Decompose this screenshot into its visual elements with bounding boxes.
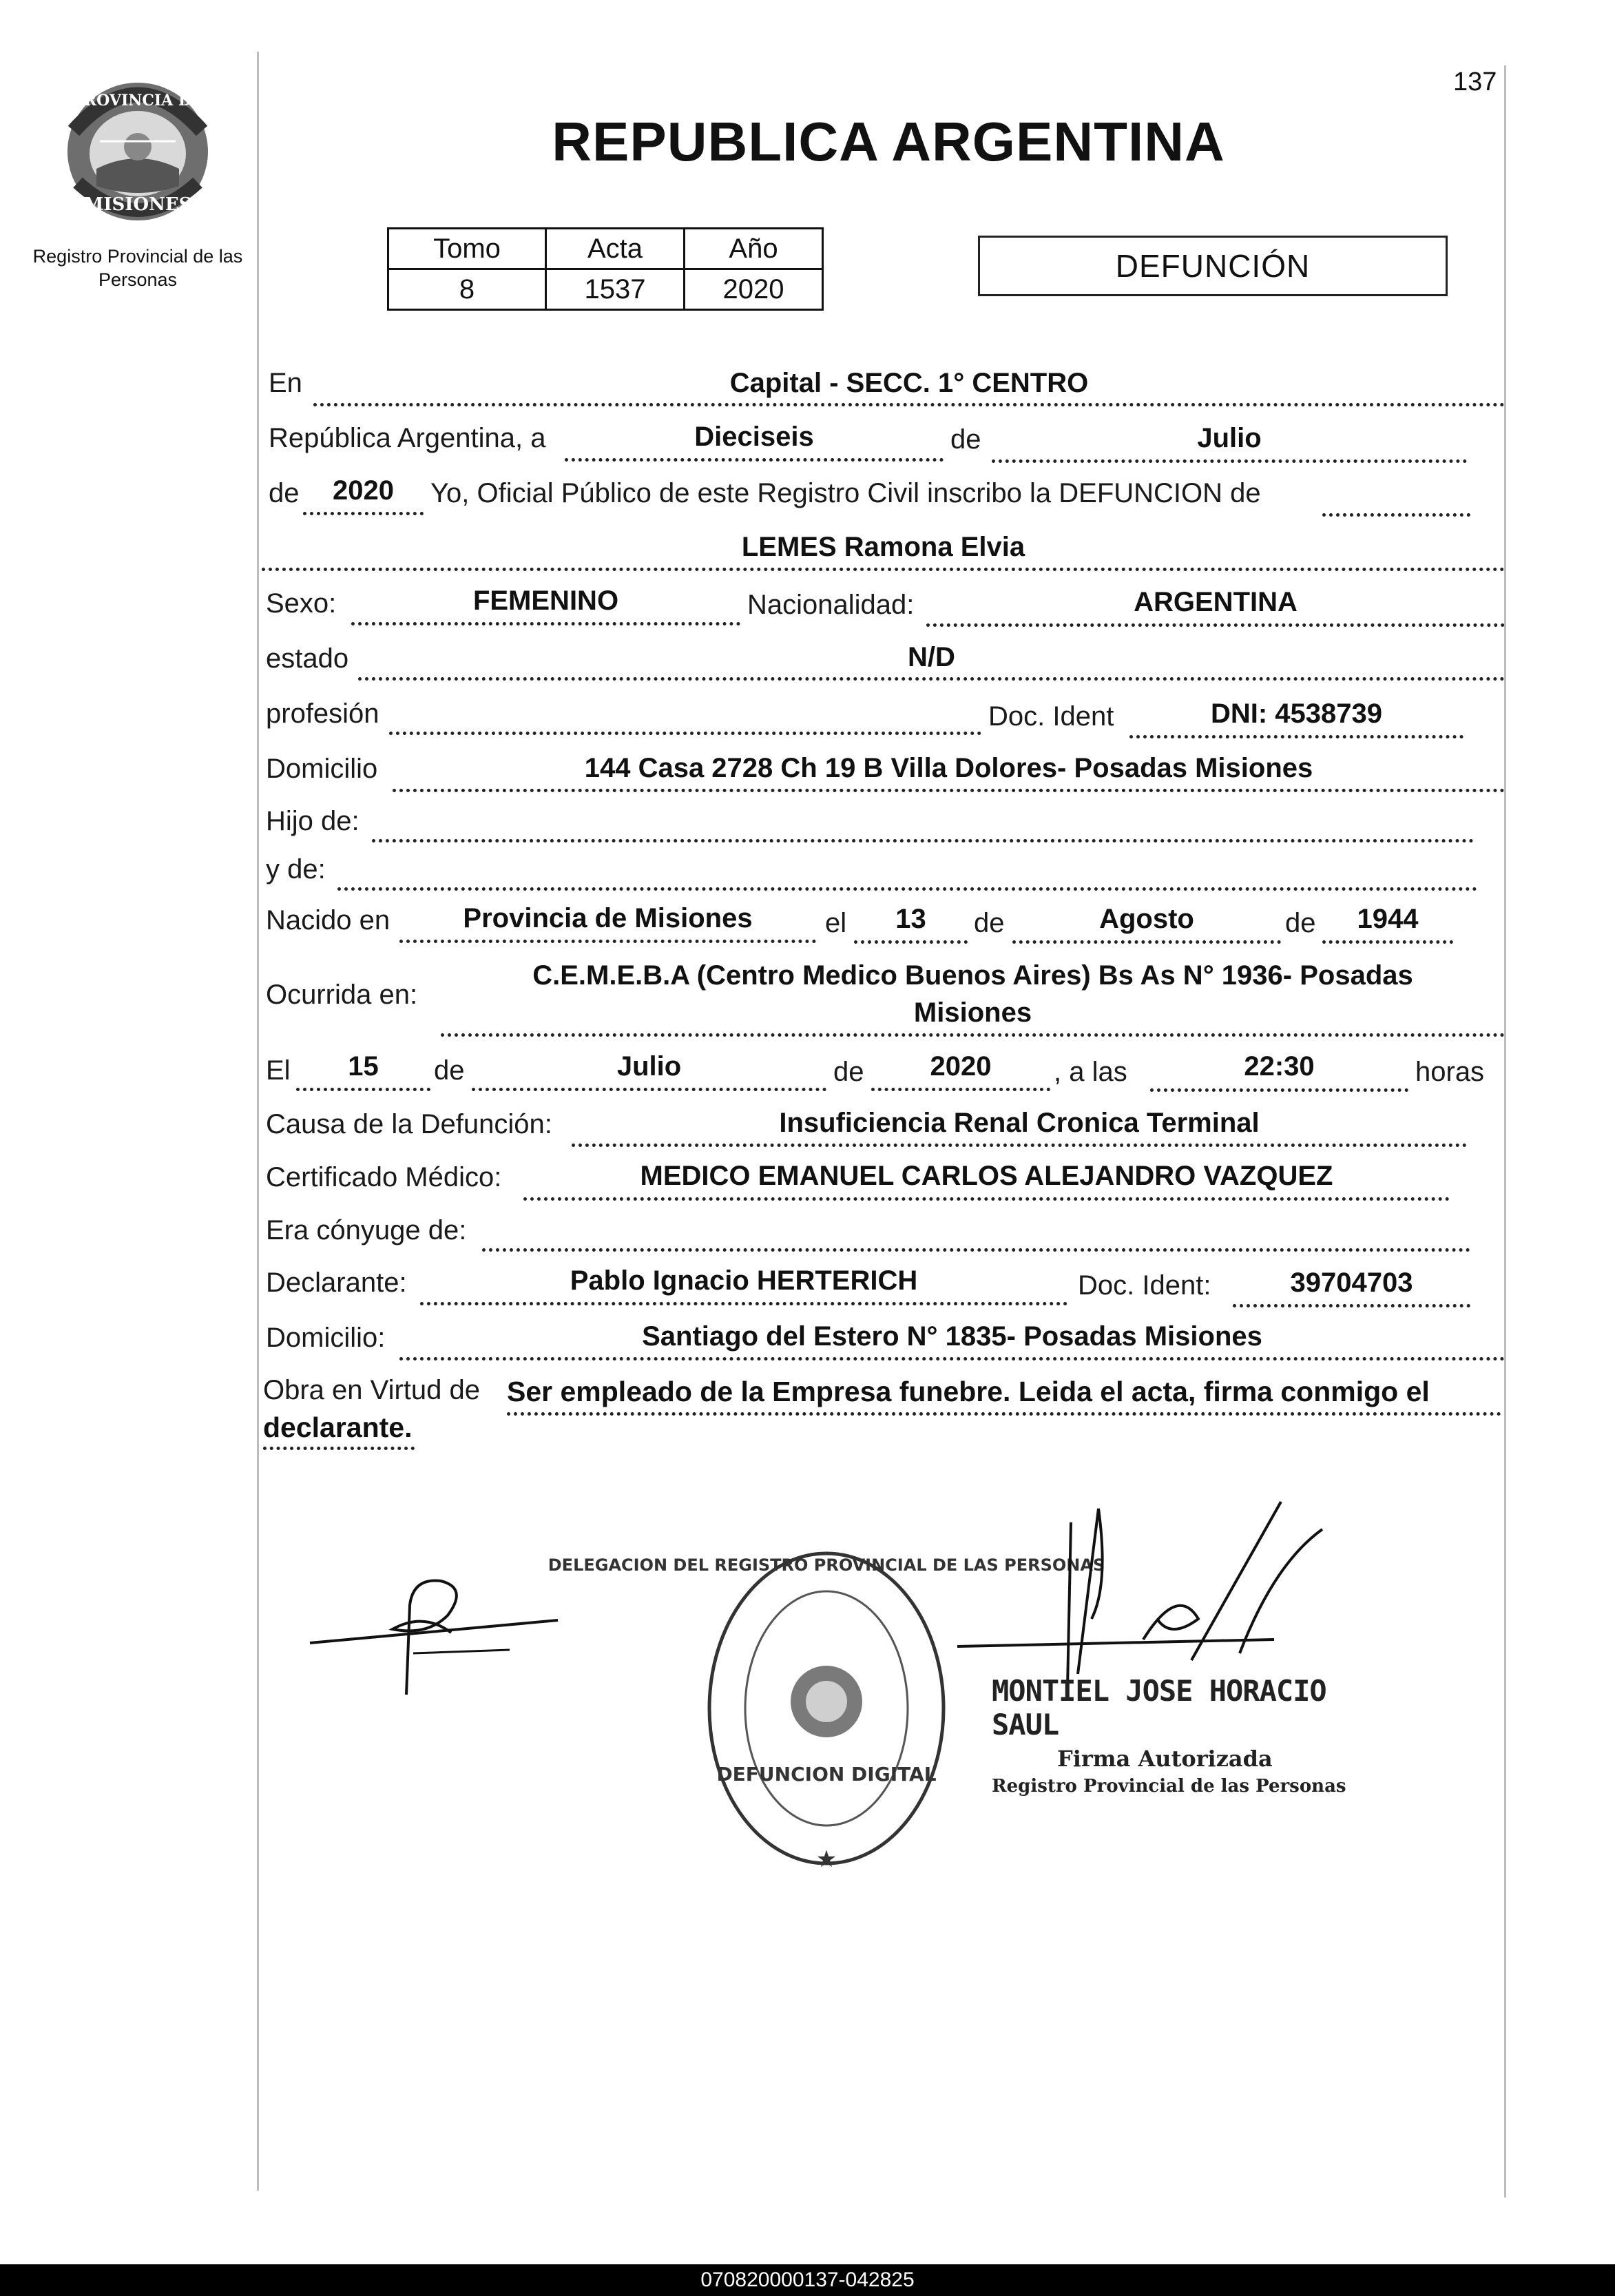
declarante-doc-value: 39704703: [1290, 1268, 1413, 1298]
page-title: REPUBLICA ARGENTINA: [552, 111, 1225, 172]
nac-dia-dotted-line: [854, 940, 968, 944]
profesion-label: profesión: [266, 699, 379, 729]
yo-text: Yo, Oficial Público de este Registro Civil inscribo la DEFUNCION de: [430, 478, 1261, 508]
tomo-label: Tomo: [388, 229, 546, 269]
stamp-outer-text: DELEGACION DEL REGISTRO PROVINCIAL DE LAS PERSONAS: [548, 1555, 1105, 1575]
de-label-4: de: [1285, 908, 1316, 938]
registry-caption: Registro Provincial de las Personas: [32, 246, 243, 290]
def-mes-dotted-line: [472, 1088, 826, 1091]
el-label: el: [825, 908, 847, 938]
declarante-domicilio-dotted-line: [399, 1357, 1505, 1361]
ocurrida-dotted-line: [441, 1033, 1505, 1037]
anio-value-text: 2020: [333, 475, 394, 506]
y-de-label: y de:: [266, 854, 326, 885]
official-stamp: [548, 1543, 1105, 1881]
nac-mes-value: Agosto: [1099, 904, 1194, 934]
anio-dotted-line: [303, 512, 424, 515]
official-signature-scribble: [950, 1481, 1336, 1702]
domicilio-value: 144 Casa 2728 Ch 19 B Villa Dolores- Posadas Misiones: [584, 753, 1313, 783]
causa-value: Insuficiencia Renal Cronica Terminal: [779, 1108, 1260, 1138]
nacido-en-value: Provincia de Misiones: [463, 903, 753, 933]
nac-anio-value: 1944: [1357, 904, 1419, 934]
nacido-en-dotted-line: [399, 940, 816, 943]
horas-label: horas: [1415, 1057, 1485, 1087]
signer-role: Firma Autorizada: [1057, 1746, 1273, 1772]
ocurrida-value-line1: C.E.M.E.B.A (Centro Medico Buenos Aires) Bs As N° 1936- Posadas: [532, 960, 1413, 991]
obra-dotted-line-1: [507, 1412, 1501, 1416]
de-label-5: de: [434, 1055, 465, 1086]
estado-label: estado: [266, 643, 349, 674]
sexo-dotted-line: [351, 622, 740, 625]
domicilio-label: Domicilio: [266, 754, 378, 784]
hora-dotted-line: [1150, 1088, 1408, 1092]
obra-value-line1: Ser empleado de la Empresa funebre. Leida el acta, firma conmigo el: [507, 1376, 1430, 1407]
def-dia-dotted-line: [296, 1088, 430, 1091]
obra-label: Obra en Virtud de: [263, 1375, 481, 1405]
de-label-3: de: [974, 908, 1005, 938]
tomo-acta-anio-table: [387, 227, 824, 311]
obra-value-line2: declarante.: [263, 1411, 413, 1443]
stamp-inner-text: DEFUNCION DIGITAL: [716, 1763, 937, 1786]
left-margin-rule: [257, 52, 259, 2191]
hijo-de-dotted-line: [372, 839, 1474, 842]
mes-value: Julio: [1197, 423, 1262, 453]
domicilio-dotted-line: [393, 789, 1505, 792]
hijo-de-label: Hijo de:: [266, 806, 360, 836]
doc-ident2-label: Doc. Ident:: [1078, 1270, 1211, 1301]
declarante-dotted-line: [420, 1302, 1067, 1305]
official-signature-block: [992, 1674, 1350, 1797]
nacionalidad-value: ARGENTINA: [1134, 587, 1298, 617]
ocurrida-label: Ocurrida en:: [266, 980, 418, 1010]
acta-value: 1537: [546, 269, 685, 310]
sexo-value: FEMENINO: [472, 586, 619, 616]
certificado-label: Certificado Médico:: [266, 1162, 502, 1192]
doc-ident-label: Doc. Ident: [988, 701, 1114, 732]
declarante-value: Pablo Ignacio HERTERICH: [570, 1265, 918, 1296]
doc-ident-value: DNI: 4538739: [1210, 699, 1383, 729]
en-label: En: [269, 368, 302, 398]
stamp-star-icon: ★: [815, 1846, 837, 1872]
acta-label: Acta: [546, 229, 685, 269]
yo-dotted-line: [1322, 513, 1470, 517]
doc-ident-dotted-line: [1129, 735, 1463, 738]
domicilio2-label: Domicilio:: [266, 1323, 386, 1353]
tomo-value: 8: [388, 269, 546, 310]
logo-text-top: PROVINCIA DE: [72, 92, 203, 110]
causa-label: Causa de la Defunción:: [266, 1109, 552, 1139]
def-dia-value: 15: [348, 1051, 379, 1082]
estado-dotted-line: [358, 677, 1505, 681]
nacido-en-label: Nacido en: [266, 905, 390, 935]
nombre-dotted-line: [262, 568, 1505, 571]
causa-dotted-line: [572, 1144, 1467, 1147]
declarante-domicilio-value: Santiago del Estero N° 1835- Posadas Misiones: [642, 1321, 1262, 1352]
nacionalidad-label: Nacionalidad:: [747, 590, 915, 620]
hora-value: 22:30: [1244, 1051, 1315, 1082]
a-las-label: , a las: [1054, 1057, 1127, 1087]
nombre-value: LEMES Ramona Elvia: [741, 532, 1025, 562]
lugar-value: Capital - SECC. 1° CENTRO: [729, 368, 1089, 398]
anio-label: Año: [685, 229, 823, 269]
certificado-value: MEDICO EMANUEL CARLOS ALEJANDRO VAZQUEZ: [640, 1161, 1333, 1191]
declarant-signature: [303, 1564, 579, 1708]
ocurrida-value-line2: Misiones: [913, 997, 1032, 1028]
lugar-dotted-line: [313, 403, 1505, 406]
def-mes-value: Julio: [616, 1051, 682, 1082]
declarante-label: Declarante:: [266, 1268, 407, 1298]
signer-name: MONTIEL JOSE HORACIO SAUL: [992, 1674, 1326, 1741]
barcode-footer: 070820000137-042825: [0, 2264, 1615, 2296]
dia-dotted-line: [565, 458, 944, 462]
certificado-dotted-line: [523, 1197, 1450, 1201]
page-number: 137: [1453, 68, 1497, 96]
nac-mes-dotted-line: [1012, 940, 1281, 944]
de-label-1: de: [950, 424, 981, 455]
republica-label: República Argentina, a: [269, 423, 546, 453]
de-label-6: de: [833, 1057, 864, 1087]
nac-anio-dotted-line: [1322, 940, 1453, 944]
dia-value: Dieciseis: [694, 422, 814, 452]
conyuge-label: Era cónyuge de:: [266, 1215, 467, 1245]
el2-label: El: [266, 1055, 291, 1086]
def-anio-dotted-line: [871, 1088, 1050, 1091]
record-type-box: DEFUNCIÓN: [978, 236, 1448, 296]
nac-dia-value: 13: [895, 904, 926, 934]
declarante-doc-dotted-line: [1233, 1304, 1470, 1307]
profesion-dotted-line: [389, 732, 981, 735]
obra-dotted-line-2: [263, 1447, 415, 1450]
de-label-2: de: [269, 478, 300, 508]
def-anio-value: 2020: [930, 1051, 992, 1082]
estado-value: N/D: [908, 642, 955, 672]
logo-text-bottom: MISIONES: [83, 194, 192, 215]
y-de-dotted-line: [337, 887, 1477, 891]
signer-organization: Registro Provincial de las Personas: [992, 1776, 1346, 1797]
province-logo: [59, 65, 217, 227]
mes-dotted-line: [992, 459, 1467, 463]
conyuge-dotted-line: [482, 1248, 1470, 1252]
nacionalidad-dotted-line: [926, 623, 1505, 627]
anio-value: 2020: [685, 269, 823, 310]
sexo-label: Sexo:: [266, 588, 337, 619]
